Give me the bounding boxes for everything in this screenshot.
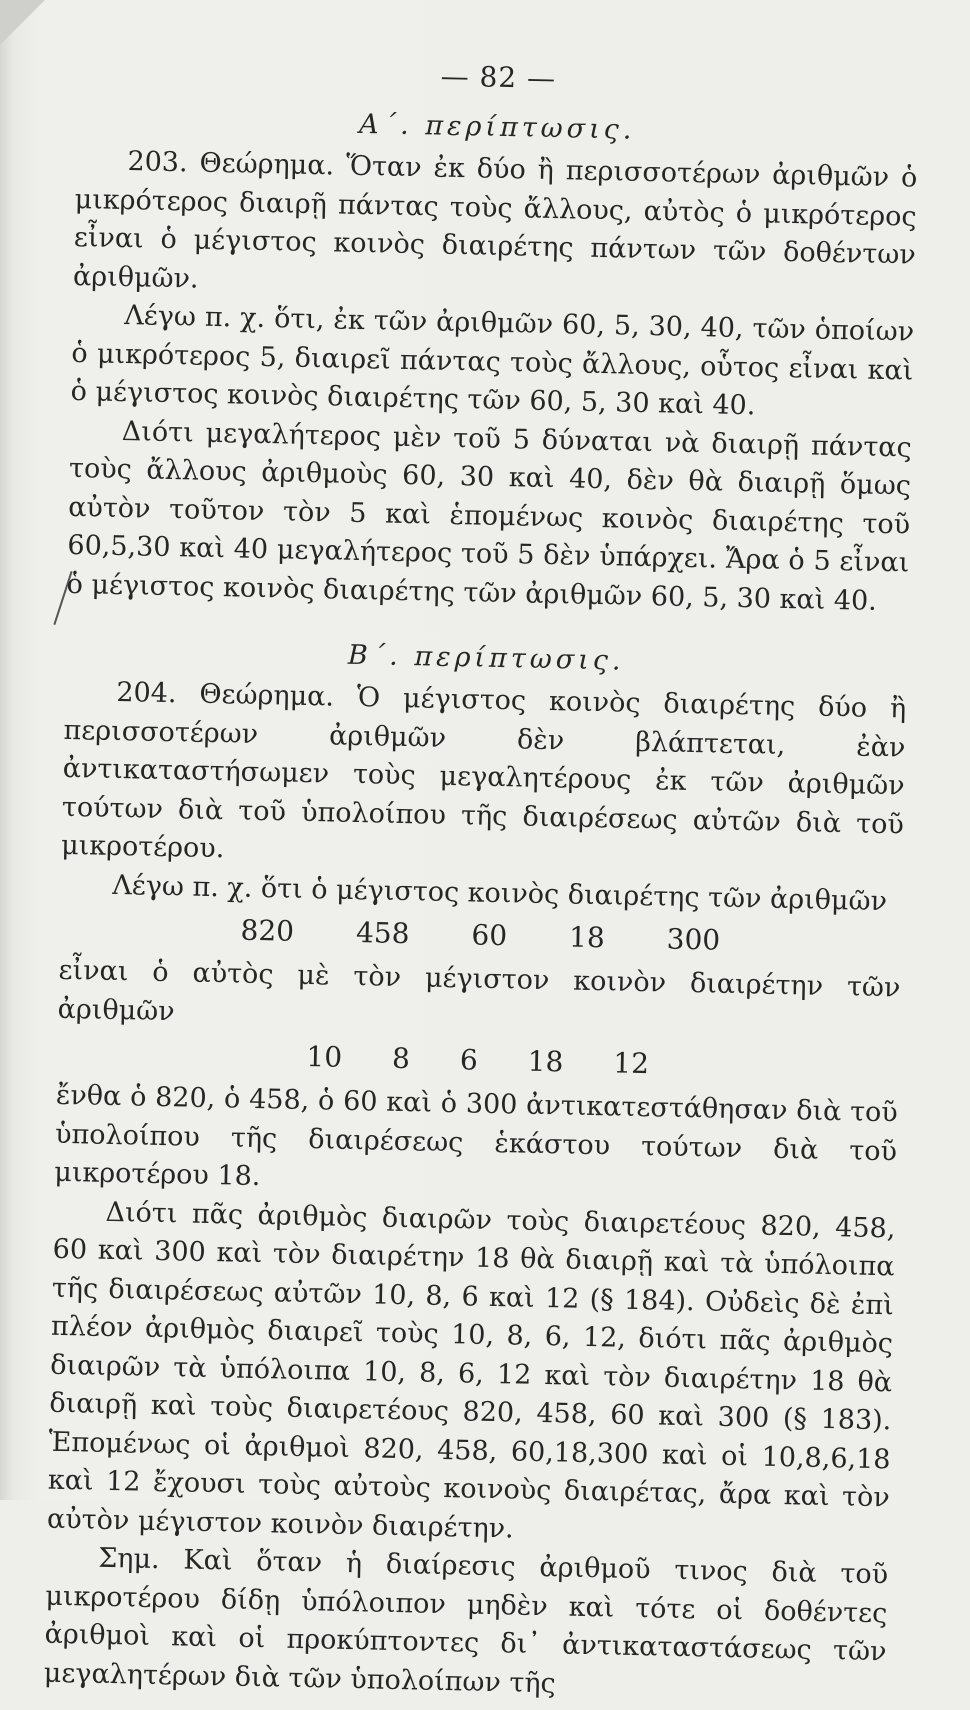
page-corner-fold	[0, 0, 45, 45]
theorem-203: 203. Θεώρημα. Ὅταν ἐκ δύο ἢ περισσοτέρων ἀριθμῶν ὁ μικρότερος διαιρῇ πάντας τοὺς ἄλλους, αὐτὸς ὁ μικρότερος εἶναι ὁ μέγιστος κοινὸς διαιρέτης πάντων τῶν δοθέντων ἀριθμῶν.	[72, 146, 918, 295]
proof-204: Διότι πᾶς ἀριθμὸς διαιρῶν τοὺς διαιρετέους 820, 458, 60 καὶ 300 καὶ τὸν διαιρέτην 18 θὰ διαιρῇ καὶ τὰ ὑπόλοιπα τῆς διαιρέσεως αὐτῶν 10, 8, 6 καὶ 12 (§ 184). Οὐδεὶς δὲ ἐπὶ πλέον ἀριθμὸς διαιρεῖ τοὺς 10, 8, 6, 12, διότι πᾶς ἀριθμὸς διαιρῶν τὰ ὑπόλοιπα 10, 8, 6, 12 καὶ τὸν διαιρέτην 18 θὰ διαιρῇ καὶ τοὺς διαιρετέους 820, 458, 60 καὶ 300 (§ 183). Ἑπομένως οἱ ἀριθμοὶ 820, 458, 60,18,300 καὶ οἱ 10,8,6,18 καὶ 12 ἔχουσι τοὺς αὐτοὺς κοινοὺς διαιρέτας, ἄρα καὶ τὸν αὐτὸν μέγιστον κοινὸν διαιρέτην.	[46, 1196, 896, 1544]
number: 300	[666, 922, 721, 957]
number: 8	[391, 1041, 411, 1076]
proof-203: Διότι μεγαλήτερος μὲν τοῦ 5 δύναται νὰ διαιρῇ πάντας τοὺς ἄλλους ἀριθμοὺς 60, 30 καὶ 40, δὲν θὰ διαιρῇ ὅμως αὐτὸν τοῦτον τὸν 5 καὶ ἑπομένως κοινὸς διαιρέτης τοῦ 60,5,30 καὶ 40 μεγαλήτερος τοῦ 5 δὲν ὑπάρχει. Ἄρα ὁ 5 εἶναι ὁ μέγιστος κοινὸς διαιρέτης τῶν ἀριθμῶν 60, 5, 30 καὶ 40.	[66, 415, 913, 617]
case-b-heading: Β΄. περίπτωσις.	[347, 639, 625, 677]
example-204-end: ἔνθα ὁ 820, ὁ 458, ὁ 60 καὶ ὁ 300 ἀντικατεστάθησαν διὰ τοῦ ὑπολοίπου τῆς διαιρέσεως ἑκάστου τούτων διὰ τοῦ μικροτέρου 18.	[53, 1079, 899, 1193]
page-text-block	[43, 42, 919, 1710]
number: 60	[471, 918, 508, 953]
example-203: Λέγω π. χ. ὅτι, ἐκ τῶν ἀριθμῶν 60, 5, 30, 40, τῶν ὁποίων ὁ μικρότερος 5, διαιρεῖ πάντας τοὺς ἄλλους, οὗτος εἶναι καὶ ὁ μέγιστος κοινὸς διαιρέτης τῶν 60, 5, 30 καὶ 40.	[70, 300, 915, 422]
number: 820	[240, 913, 295, 948]
number: 18	[527, 1044, 564, 1079]
number: 18	[568, 920, 606, 955]
page-number: — 82 —	[440, 59, 557, 96]
number: 458	[355, 916, 410, 951]
example-204-intro: Λέγω π. χ. ὅτι ὁ μέγιστος κοινὸς διαιρέτης τῶν ἀριθμῶν	[112, 869, 888, 917]
number: 6	[459, 1043, 479, 1077]
case-a-heading: Α΄. περίπτωσις.	[358, 108, 636, 146]
number: 12	[613, 1046, 650, 1081]
example-204-mid: εἶναι ὁ αὐτὸς μὲ τὸν μέγιστον κοινὸν διαιρέτην τῶν ἀριθμῶν	[57, 954, 901, 1027]
number: 10	[306, 1040, 343, 1074]
theorem-204: 204. Θεώρημα. Ὁ μέγιστος κοινὸς διαιρέτης δύο ἢ περισσοτέρων ἀριθμῶν δὲν βλάπτεται, ἐὰν ἀντικαταστήσωμεν τοὺς μεγαλητέρους ἐκ τῶν ἀριθμῶν τούτων διὰ τοῦ ὑπολοίπου τῆς διαιρέσεως αὐτῶν διὰ τοῦ μικροτέρου.	[60, 676, 907, 865]
note-204: Σημ. Καὶ ὅταν ἡ διαίρεσις ἀριθμοῦ τινος διὰ τοῦ μικροτέρου δίδῃ ὑπόλοιπον μηδὲν καὶ τότε οἱ δοθέντες ἀριθμοὶ καὶ οἱ προκύπτοντες δι᾿ ἀντικαταστάσεως τῶν μεγαλητέρων διὰ τῶν ὑπολοίπων τῆς	[43, 1542, 889, 1699]
